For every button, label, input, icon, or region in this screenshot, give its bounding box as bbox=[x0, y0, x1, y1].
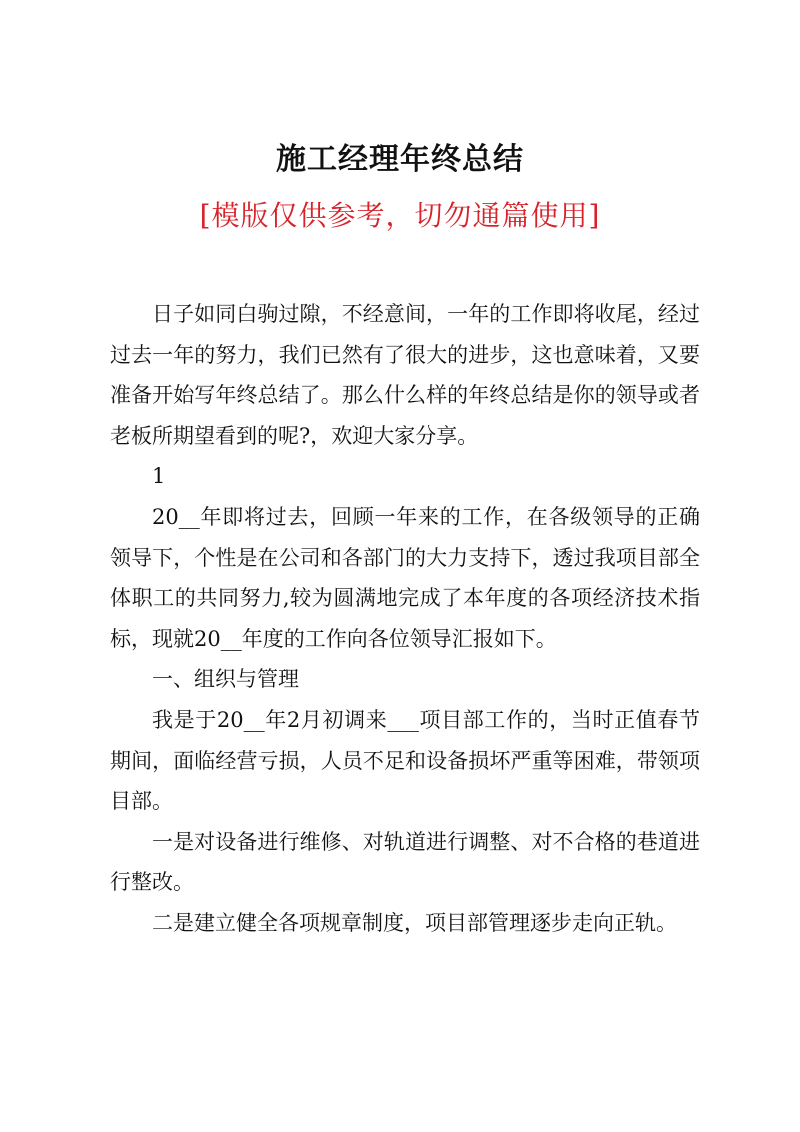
section-heading-organization: 一、组织与管理 bbox=[152, 667, 299, 692]
document-title: 施工经理年终总结 bbox=[276, 142, 524, 177]
paragraph-intro: 日子如同白驹过隙，不经意间，一年的工作即将收尾，经过过去一年的努力，我们已然有了很大的进步，这也意味着，又要准备开始写年终总结了。那么什么样的年终总结是你的领导或者老板所期望看到的呢?，欢迎大家分享。 bbox=[110, 302, 700, 448]
paragraph-number: 1 bbox=[152, 464, 166, 489]
paragraph-point-two: 二是建立健全各项规章制度，项目部管理逐步走向正轨。 bbox=[152, 910, 677, 935]
paragraph-summary: 20__年即将过去，回顾一年来的工作，在各级领导的正确领导下，个性是在公司和各部门的大力支持下，透过我项目部全体职工的共同努力,较为圆满地完成了本年度的各项经济技术指标，现就20__年度的工作向各位领导汇报如下。 bbox=[110, 504, 700, 651]
paragraph-arrival: 我是于20__年2月初调来___项目部工作的，当时正值春节期间，面临经营亏损，人员不足和设备损坏严重等困难，带领项目部。 bbox=[110, 707, 700, 814]
document-body bbox=[110, 294, 700, 944]
document-subtitle: [模版仅供参考，切勿通篇使用] bbox=[199, 199, 601, 232]
paragraph-point-one: 一是对设备进行维修、对轨道进行调整、对不合格的巷道进行整改。 bbox=[110, 829, 700, 895]
